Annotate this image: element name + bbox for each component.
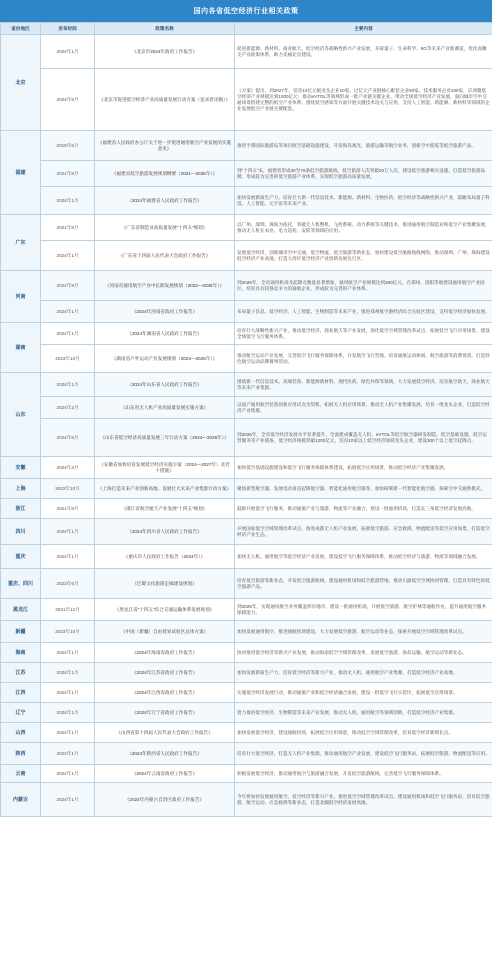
content-cell: 到2025年，全省通用机场及起降点数量显著增加，通用航空产业规模达到300亿元，在郑州、洛阳等地建设通用航空产业园区，培育具有较强竞争力的通航企业，形成较为完善的产业体系。 [235, 271, 492, 301]
table-row [1, 373, 492, 397]
content-cell: 聚焦新型航空器，发展电动垂直起降航空器、智能化通用航空器等，加快研制新一代智能化航空器，探索空中交通新模式。 [235, 479, 492, 499]
content-cell: 加快无人机、通用航空等低空经济产业发展，建设低空飞行服务保障体系，推动低空经济与旅游、物流等领域融合发展。 [235, 545, 492, 569]
table-body [1, 35, 492, 817]
date-cell: 2024年1月 [41, 519, 95, 545]
date-cell: 2024年1月 [41, 663, 95, 683]
date-cell: 2021年8月 [41, 161, 95, 187]
date-cell: 2024年1月 [41, 241, 95, 271]
policy-cell: 《山东省无人机产业高质量发展实施方案》 [95, 397, 235, 419]
policy-cell: 《广东省十四届人民代表大会政府工作报告》 [95, 241, 235, 271]
date-cell: 2023年6月 [41, 569, 95, 599]
policy-cell: 《2024年云南省政府工作报告》 [95, 765, 235, 783]
table-row [1, 643, 492, 663]
content-cell: 以国产通用航空装备创新应用试点为契机，拓展无人机应用场景，推动无人机产业集聚发展，培育一批龙头企业，打造低空经济产业集群。 [235, 397, 492, 419]
table-row [1, 271, 492, 301]
policy-cell: 《2024年陕西省人民政府工作报告》 [95, 743, 235, 765]
content-cell: 以广州、深圳、珠海为依托，突破无人机整机、飞控系统、动力系统等关键技术，推进通用航空制造业和低空产业集聚发展，推动无人机在农业、电力巡检、安防等领域的应用。 [235, 215, 492, 241]
region-cell: 江西 [1, 683, 41, 703]
date-cell: 2023年10月 [41, 621, 95, 643]
policy-cell: 《广东省制造业高质量发展“十四五”规划》 [95, 215, 235, 241]
date-cell: 2024年2月 [41, 397, 95, 419]
content-cell: 到2026年，全省低空经济发展水平显著提升，全面建成覆盖无人机、eVTOL等低空航空器研发制造、低空基础设施、低空运营服务等产业链条，低空经济规模突破1200亿元，培育10家以上低空经济领域龙头企业，建设300个以上低空起降点。 [235, 419, 492, 457]
content-cell: 加快发展通用航空，推进通航机场建设，大力发展低空旅游、航空运动等业态，探索开展低空空域管理改革试点。 [235, 621, 492, 643]
policy-cell: 《安徽省加快培育发展低空经济实施方案（2024—2027年）及若干措施》 [95, 457, 235, 479]
region-cell: 山东 [1, 373, 41, 457]
table-row [1, 703, 492, 723]
content-cell: 培育低空旅游等新业态，开发低空旅游航线，建设通用机场和低空旅游营地，推动川渝低空空域协同管理，打造具有特色的低空旅游产品。 [235, 569, 492, 599]
date-cell: 2021年6月 [41, 499, 95, 519]
date-cell: 2024年1月 [41, 743, 95, 765]
table-row [1, 569, 492, 599]
header-date: 发布时间 [41, 23, 95, 35]
policy-cell: 《福建省人民政府办公厅关于进一步促进通用航空产业发展的实施意见》 [95, 131, 235, 161]
policy-cell: 《河南省通用航空产业中长期发展规划（2022—2035年）》 [95, 271, 235, 301]
table-row [1, 345, 492, 373]
policy-cell: 《2024年河南省政府工作报告》 [95, 301, 235, 323]
date-cell: 2021年8月 [41, 215, 95, 241]
region-cell: 浙江 [1, 499, 41, 519]
date-cell: 2023年10月 [41, 345, 95, 373]
policy-cell: 《福建省低空旅游发展规划纲要（2021—2035年）》 [95, 161, 235, 187]
region-cell: 云南 [1, 765, 41, 783]
table-header-row [1, 23, 492, 35]
region-cell: 辽宁 [1, 703, 41, 723]
policy-cell: 《2024年福建省人民政府工作报告》 [95, 187, 235, 215]
content-cell: 鼓励开展低空飞行服务，推动通航产业与旅游、物流等产业融合，建设一批通用机场，打造长三角低空经济发展高地。 [235, 499, 492, 519]
content-cell: 围绕新一代信息技术、高端装备、新能源新材料、现代医药、绿色环保等领域，大力发展低空经济，培育航空航天、商业航天等未来产业集群。 [235, 373, 492, 397]
content-cell: 培育壮大战略性新兴产业，推动低空经济、商业航天等产业发展，深化低空空域管理改革试点，拓展低空飞行应用场景，建设全域低空飞行服务体系。 [235, 323, 492, 345]
table-row [1, 131, 492, 161]
content-cell: 推动航空运动产业发展，完善低空飞行服务保障体系，开发航空飞行营地，培育通航运动休闲、航空旅游等消费场景，打造特色航空运动品牌赛事活动。 [235, 345, 492, 373]
region-cell: 新疆 [1, 621, 41, 643]
table-row [1, 599, 492, 621]
table-row [1, 187, 492, 215]
region-cell: 安徽 [1, 457, 41, 479]
content-cell: 布局量子信息、低空经济、人工智能、生物制造等未来产业，推进郑州航空港经济综合实验区建设，支持低空经济加快发展。 [235, 301, 492, 323]
date-cell: 2024年1月 [41, 187, 95, 215]
table-row [1, 499, 492, 519]
date-cell: 2024年1月 [41, 765, 95, 783]
region-cell: 湖南 [1, 323, 41, 373]
policy-cell: 《重庆市人民政府工作报告（2024年）》 [95, 545, 235, 569]
content-cell: 积极发展低空经济，推动通用航空与旅游融合发展，开发低空旅游航线，完善低空飞行服务保障体系。 [235, 765, 492, 783]
policy-table [0, 22, 492, 817]
table-row [1, 323, 492, 345]
date-cell: 2024年1月 [41, 373, 95, 397]
content-cell: 开展国家低空空域管理改革试点，推进成都无人机产业发展，拓展低空旅游、应急救援、物流配送等低空应用场景，打造低空经济产业生态。 [235, 519, 492, 545]
date-cell: 2019年6月 [41, 131, 95, 161]
policy-cell: 《2024年辽宁省政府工作报告》 [95, 703, 235, 723]
table-row [1, 765, 492, 783]
content-cell: 加快发展新质生产力，培育低空经济等新兴产业，推动无人机、通用航空产业集聚，打造低空经济产业高地。 [235, 663, 492, 683]
table-row [1, 743, 492, 765]
date-cell: 2024年1月 [41, 703, 95, 723]
date-cell: 2024年6月 [41, 419, 95, 457]
region-cell: 陕西 [1, 743, 41, 765]
policy-cell: 《北京市促进低空经济产业高质量发展行动方案（征求意见稿）》 [95, 69, 235, 131]
header-content: 主要内容 [235, 23, 492, 35]
region-cell: 江苏 [1, 663, 41, 683]
region-cell: 福建 [1, 131, 41, 215]
region-cell: 上海 [1, 479, 41, 499]
header-policy: 政策名称 [95, 23, 235, 35]
header-region: 省份地区 [1, 23, 41, 35]
table-row [1, 545, 492, 569]
region-cell: 重庆、四川 [1, 569, 41, 599]
table-row [1, 479, 492, 499]
date-cell: 2024年1月 [41, 545, 95, 569]
content-cell: 协同推进低空经济等新兴产业发展，推动海南低空空域管理改革，发展低空旅游、海岛运输、航空运动等新业态。 [235, 643, 492, 663]
table-row [1, 161, 492, 187]
table-row [1, 519, 492, 545]
content-cell: 到2025年，实现通用航空业务覆盖所有地市，建设一批通用机场，开展低空旅游、航空护林等通航作业，提升通用航空服务保障能力。 [235, 599, 492, 621]
region-cell: 四川 [1, 519, 41, 545]
policy-cell: 《巴蜀文化旅游走廊建设规划》 [95, 569, 235, 599]
policy-cell: 《黑龙江省“十四五”综合交通运输体系发展规划》 [95, 599, 235, 621]
policy-cell: 《上海打造未来产业创新高地、发展壮大未来产业集群行动方案》 [95, 479, 235, 499]
content-cell: 今年将加快发展通用航空、低空经济等新兴产业，推进低空空域管理改革试点，建设通用机场和低空飞行服务站，培育低空旅游、航空运动、应急救援等新业态，打造北疆低空经济发展高地。 [235, 783, 492, 817]
table-row [1, 663, 492, 683]
region-cell: 河南 [1, 271, 41, 323]
policy-cell: 《2024年湖南省人民政府工作报告》 [95, 323, 235, 345]
region-cell: 北京 [1, 35, 41, 131]
date-cell: 2024年1月 [41, 723, 95, 743]
content-cell: 推进平潭国际旅游岛等项目航空基础设施建设，开发海岛观光、旅游运输等航空业务，创新空中游览等低空旅游产品。 [235, 131, 492, 161]
content-cell: 加快发展新质生产力，培育壮大新一代信息技术、新能源、新材料、生物医药、低空经济等战略性新兴产业，前瞻布局量子科技、人工智能、元宇宙等未来产业。 [235, 187, 492, 215]
region-cell: 山西 [1, 723, 41, 743]
date-cell: 2024年4月 [41, 457, 95, 479]
content-cell: 发展低空经济，创新城市空中交通、低空物流、低空旅游等新业态，加快建设低空航路航线网络，推动深圳、广州、珠海建设低空经济产业高地，打造大湾区低空经济产业创新发展先行区。 [235, 241, 492, 271]
policy-cell: 《浙江省航空航天产业发展“十四五”规划》 [95, 499, 235, 519]
date-cell: 2022年10月 [41, 479, 95, 499]
content-cell: 实施低空经济发展行动，推动通航产业和低空经济融合发展，建设一批低空飞行示范区，拓展低空应用场景。 [235, 683, 492, 703]
policy-cell: 《2024年江苏省政府工作报告》 [95, 663, 235, 683]
policy-cell: 《中国（新疆）自由贸易试验区总体方案》 [95, 621, 235, 643]
table-row [1, 621, 492, 643]
date-cell: 2024年1月 [41, 643, 95, 663]
region-cell: 黑龙江 [1, 599, 41, 621]
table-title: 国内各省低空经济行业相关政策 [0, 0, 492, 22]
content-cell: 到“十四五”末，福建省形成30至70条低空旅游航线，低空旅游人次突破20万人次，建设低空旅游相关设施，打造低空旅游品牌，形成较为完善的低空旅游产业体系，实现低空旅游高质量发展。 [235, 161, 492, 187]
policy-cell: 《2024年山东省人民政府工作报告》 [95, 373, 235, 397]
table-row [1, 397, 492, 419]
region-cell: 重庆 [1, 545, 41, 569]
table-row [1, 215, 492, 241]
content-cell: 加快发展低空经济，建设通航机场，拓展低空应用场景，推动低空空域管理改革，培育低空经济新增长点。 [235, 723, 492, 743]
policy-cell: 《2024年江西省政府工作报告》 [95, 683, 235, 703]
policy-cell: 《2024年海南省政府工作报告》 [95, 643, 235, 663]
date-cell: 2024年1月 [41, 683, 95, 703]
policy-cell: 《北京市2024年政府工作报告》 [95, 35, 235, 69]
table-row [1, 35, 492, 69]
content-cell: 培育壮大低空经济，打造无人机产业集群，推动通用航空产业发展，建设低空飞行服务站，拓展低空旅游、物流配送等应用。 [235, 743, 492, 765]
date-cell: 2021年12月 [41, 599, 95, 621]
region-cell: 海南 [1, 643, 41, 663]
policy-cell: 《湖南省户外运动产业发展规划（2023—2025年）》 [95, 345, 235, 373]
content-cell: 《方案》提出，到2027年，培育10亿元级龙头企业10家、过亿元产业链核心配套企业50家、技术服务企业100家，京津冀低空经济产业规模达到1000亿元；推动eVTOL等领域形成一批产业链关键企业，带动全国低空经济产业发展，面向城市空中交通场景搭建完整的低空产业体系；围绕低空感知等方面开展关键技术攻关与应用，支持人工智能、新能源、新材料等领域的企业发展低空产业链关键配套。 [235, 69, 492, 131]
policy-cell: 《2024年内蒙古自治区政府工作报告》 [95, 783, 235, 817]
date-cell: 2022年9月 [41, 271, 95, 301]
policy-cell: 《山东省低空经济高质量发展三年行动方案（2024—2026年）》 [95, 419, 235, 457]
table-row [1, 683, 492, 703]
region-cell: 广东 [1, 215, 41, 271]
date-cell: 2024年1月 [41, 35, 95, 69]
table-row [1, 723, 492, 743]
policy-cell: 《2024年四川省人民政府工作报告》 [95, 519, 235, 545]
content-cell: 加快低空基础设施建设和低空飞行服务保障体系建设，拓展低空应用场景，推动低空经济产业集聚发展。 [235, 457, 492, 479]
content-cell: 着力推进低空经济、生物制造等未来产业发展，推动无人机、通用航空等领域创新，打造低空经济产业集群。 [235, 703, 492, 723]
table-row [1, 457, 492, 479]
date-cell: 2024年5月 [41, 69, 95, 131]
table-row [1, 419, 492, 457]
table-row [1, 69, 492, 131]
content-cell: 促进新能源、新材料、商业航天、低空经济等战略性新兴产业发展，开辟量子、生命科学、6G等未来产业新赛道，优化高精尖产业政策体系，助力美丽北京建设。 [235, 35, 492, 69]
policy-cell: 《山西省第十四届人民代表大会政府工作报告》 [95, 723, 235, 743]
region-cell: 内蒙古 [1, 783, 41, 817]
table-row [1, 241, 492, 271]
table-row [1, 783, 492, 817]
table-row [1, 301, 492, 323]
date-cell: 2024年1月 [41, 783, 95, 817]
date-cell: 2024年1月 [41, 301, 95, 323]
date-cell: 2024年1月 [41, 323, 95, 345]
